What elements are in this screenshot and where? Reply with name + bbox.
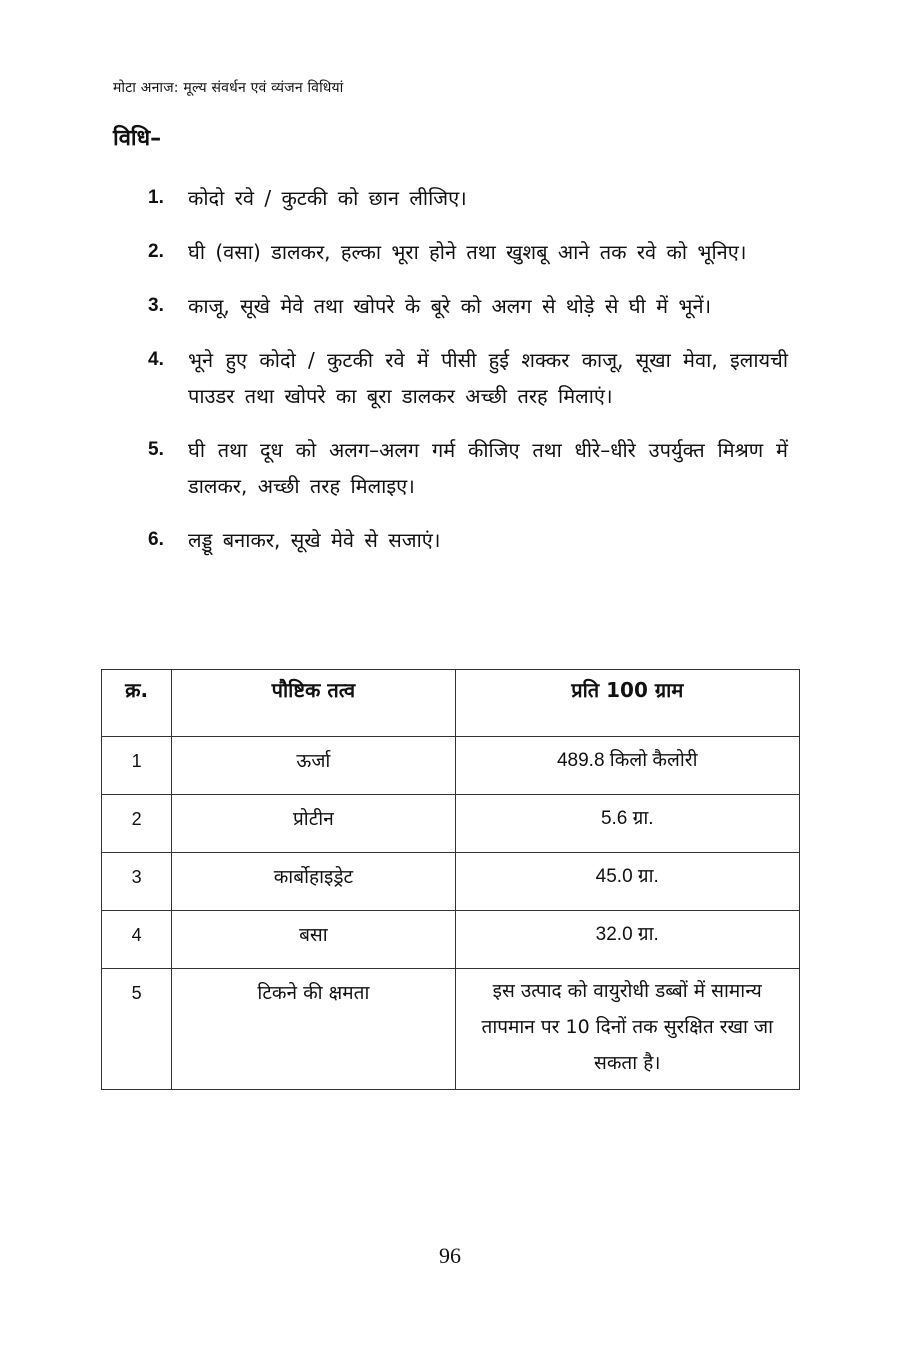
step-item — [148, 522, 788, 558]
cell-serial-number: 4 — [102, 911, 172, 969]
cell-serial-number: 1 — [102, 737, 172, 795]
nutrition-table — [101, 669, 800, 1090]
cell-nutrient: प्रोटीन — [172, 795, 455, 853]
step-number: 6. — [148, 529, 164, 550]
step-item — [148, 288, 788, 324]
cell-nutrient: टिकने की क्षमता — [172, 969, 455, 1090]
table-row — [102, 853, 800, 911]
step-item — [148, 432, 788, 504]
section-heading: विधि– — [113, 126, 162, 151]
step-text: भूने हुए कोदो / कुटकी रवे में पीसी हुई शक्कर काजू, सूखा मेवा, इलायची पाउडर तथा खोपरे का बूरा डालकर अच्छी तरह मिलाएं। — [188, 348, 788, 408]
cell-value: 45.0 ग्रा. — [455, 853, 800, 911]
step-number: 5. — [148, 439, 164, 460]
cell-nutrient: बसा — [172, 911, 455, 969]
cell-value: 5.6 ग्रा. — [455, 795, 800, 853]
step-text: घी (वसा) डालकर, हल्का भूरा होने तथा खुशबू आने तक रवे को भूनिए। — [188, 240, 747, 264]
step-number: 2. — [148, 241, 164, 262]
running-header: मोटा अनाज: मूल्य संवर्धन एवं व्यंजन विधियां — [113, 80, 344, 96]
step-text: घी तथा दूध को अलग–अलग गर्म कीजिए तथा धीरे–धीरे उपर्युक्त मिश्रण में डालकर, अच्छी तरह मिलाइए। — [188, 438, 788, 498]
header-serial-number: क्र. — [102, 670, 172, 737]
step-text: लड्डू बनाकर, सूखे मेवे से सजाएं। — [188, 528, 441, 552]
cell-serial-number: 3 — [102, 853, 172, 911]
table-row — [102, 969, 800, 1090]
header-per-100g: प्रति 100 ग्राम — [455, 670, 800, 737]
cell-serial-number: 5 — [102, 969, 172, 1090]
cell-nutrient: कार्बोहाइड्रेट — [172, 853, 455, 911]
step-number: 3. — [148, 295, 164, 316]
table-row — [102, 737, 800, 795]
cell-serial-number: 2 — [102, 795, 172, 853]
table-header-row — [102, 670, 800, 737]
step-text: काजू, सूखे मेवे तथा खोपरे के बूरे को अलग से थोड़े से घी में भूनें। — [188, 294, 712, 318]
step-number: 1. — [148, 187, 164, 208]
cell-value: इस उत्पाद को वायुरोधी डब्बों में सामान्य तापमान पर 10 दिनों तक सुरक्षित रखा जा सकता है। — [455, 969, 800, 1090]
page-number: 96 — [439, 1243, 461, 1268]
method-steps-list — [148, 180, 788, 576]
table-row — [102, 795, 800, 853]
step-item — [148, 180, 788, 216]
cell-value: 32.0 ग्रा. — [455, 911, 800, 969]
header-nutrient: पौष्टिक तत्व — [172, 670, 455, 737]
step-item — [148, 342, 788, 414]
table-row — [102, 911, 800, 969]
step-item — [148, 234, 788, 270]
cell-nutrient: ऊर्जा — [172, 737, 455, 795]
step-number: 4. — [148, 349, 164, 370]
step-text: कोदो रवे / कुटकी को छान लीजिए। — [188, 186, 467, 210]
cell-value: 489.8 किलो कैलोरी — [455, 737, 800, 795]
